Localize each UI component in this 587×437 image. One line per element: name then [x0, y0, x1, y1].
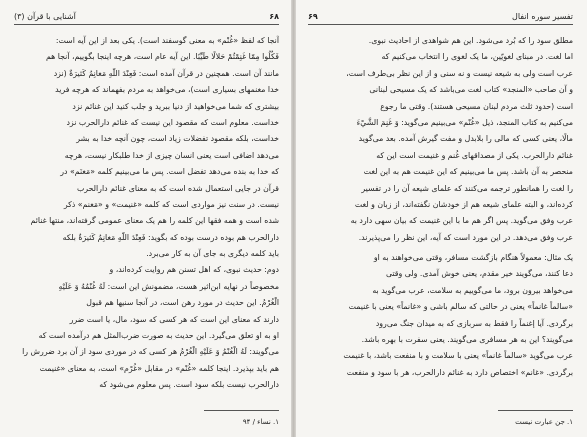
text-line: مخصوصاً در نهایه ابن‌اثیر هست، مضمونش این است: لَهُ غُنْمُهُ وَ عَلَيْهِ: [58, 281, 279, 291]
left-page-header: [14, 10, 279, 25]
text-line: عرب می‌گوید «سالماً غانماً» یعنی با سلامت و با منفعت باشد، با غنیمت: [343, 351, 573, 361]
left-page-footnote: ۱. نساء / ۹۴: [242, 418, 279, 426]
text-line: بیشتری که شما می‌خواهید از دنیا ببرید و جلب کنید این غنائم نزد: [72, 101, 279, 111]
footnote-divider: [498, 410, 573, 411]
text-line: هم باید بپذیرد. اینجا کلمه «غُنْم» در مقابل «غُرْم» است، به معنای «غنیمت: [39, 363, 279, 373]
text-line: که خدا به بنده می‌دهد تفضل است. پس ما می‌بینیم کلمه «مَغنَم» در: [60, 167, 279, 177]
text-line: است (حدود ثلث مردم لبنان مسیحی هستند). وقتی ما رجوع: [380, 101, 573, 111]
text-line: عرب وفق می‌گوید. پس اگر هم ما با این غنیمت که بیان سهی دارد به: [350, 216, 573, 226]
right-page-paragraph-1: [308, 33, 573, 246]
text-line: می‌دهد اضافی است یعنی انسان چیزی از خدا طلبکار نیست، هرچه: [64, 150, 279, 160]
left-page-paragraph-2: [14, 262, 279, 393]
right-page-body: [308, 33, 573, 381]
text-line: برگردی. آیا إغنماً را فقط به سربازی که به میدان جنگ می‌رود: [375, 318, 573, 328]
text-line: می‌گویند؟ این به هر مسافری می‌گویند. یعنی سفرت با بهره باشد.: [361, 335, 573, 345]
right-page-number: ۶۹: [308, 12, 318, 21]
text-line: کرده‌اند، و البته علمای شیعه هم از خودشان نگفته‌اند، از زبان و لغت: [354, 199, 573, 209]
text-line: دعا کنند، می‌گویند خیر مقدم، یعنی خوش آمدی. ولی وقتی: [385, 269, 573, 279]
left-page-header-title: آشنایی با قرآن (۳): [14, 12, 76, 21]
text-line: مالًا، یعنی کسی که مالی را بلابدل و مفت گیرش آمده. بعد می‌گوید: [358, 134, 573, 144]
text-line: دارالحرب نیست بلکه سود است. پس معلوم می‌شود که: [99, 380, 279, 390]
text-line: نیست. در سنت نیز مواردی است که کلمه «غنیمت» و «مَغنم» ذکر: [63, 199, 279, 209]
text-line: خدا مغنمهای بسیاری است)، می‌خواهد به مردم بفهماند که هرچه فرید: [55, 85, 279, 95]
text-line: مطلق سود را که بُرد می‌شود. این هم شواهدی از احادیث نبوی.: [368, 36, 573, 45]
left-page-number: ۶۸: [269, 12, 279, 21]
left-page-body: [14, 33, 279, 394]
text-line: خداست، بلکه مقصود تفضلات زیاد است، چون آنچه خدا به بشر: [76, 134, 279, 144]
text-line: مانند آن است. همچنین در قرآن آمده است: فَعِنْدَ اللّهِ مَغانِمُ كَثيرَةٌ (نزد: [53, 68, 279, 78]
right-page-paragraph-2: [308, 250, 573, 381]
left-page-paragraph-1: [14, 33, 279, 262]
text-line: می‌کنیم به کتاب المنجد، ذیل «غُنْم» می‌بینیم می‌گوید: وَ غَنِمَ الشَّيْءَ: [356, 117, 573, 127]
text-line: برگردی. «غانم» اختصاص دارد به غنائم دارالحرب، هر با سود و منفعت: [346, 367, 573, 377]
text-line: شده است و همه فقها این کلمه را هم یک معنای عمومی گرفته‌اند، منتها غنائم: [30, 216, 279, 226]
right-page-footnote: ۱. جن عبارت نیست: [515, 418, 573, 426]
text-line: عرب است ولی به شیعه نیست و نه سنی و از این نظر بی‌طرف است،: [346, 68, 573, 78]
right-page-header-title: تفسیر سوره انفال: [512, 12, 573, 21]
text-line: غنائم دارالحرب. یکی از مصداقهای غُنم و غنیمت است این که: [376, 150, 573, 160]
text-line: «سالماً غانماً» یعنی در حالتی که سالم باشی و «غانماً» یعنی با غنیمت: [348, 302, 573, 312]
text-line: او به او تعلق می‌گیرد. این حدیث به صورت ضرب‌المثل هم درآمده است که: [38, 331, 279, 341]
text-line: می‌گویند: لَهُ الْغُنْمُ وَ عَلَيْهِ الْغُرْمُ هر کسی که در موردی سود از آن برد ضررش را: [22, 347, 279, 357]
text-line: آنجا که لفظ «غُنْم» به معنی گوسفند است). یکی بعد از این آیه است:: [55, 36, 279, 45]
text-line: خداست. معلوم است که مقصود این نیست که غنائم دارالحرب نزد: [66, 117, 279, 127]
text-line: می‌خواهد بیرون برود، ما می‌گوییم به سلامت، عرب می‌گوید به: [372, 285, 573, 295]
footnote-divider: [204, 410, 279, 411]
text-line: الْغُرْمُ. این حدیث در مورد رهن است، در آنجا سنیها هم قبول: [86, 298, 279, 308]
text-line: منحصر به آن باشد. پس ما می‌بینیم که این غنیمت هم به این لغت: [363, 167, 573, 177]
text-line: باید کلمه دیگری به جای آن به کار می‌برد.: [146, 249, 279, 259]
text-line: را لغت را همانطور ترجمه می‌کنند که علمای شیعه آن را در تفسیر: [361, 183, 573, 193]
text-line: عرب وفق می‌دهد. در این مورد است که آیه، این نظر را می‌پذیرند.: [358, 232, 573, 242]
text-line: اما لغت. در مبنای لغویّین، ما یک لغوی را انتخاب می‌کنیم که: [381, 52, 573, 62]
right-page-header: [308, 10, 573, 25]
text-line: فَكُلُوا مِمّا غَنِمْتُمْ حَلالًا طَيِّبًا. این آیه عام است، هرچه اینجا بگوییم، آنجا هم: [45, 52, 279, 62]
right-page: [296, 0, 587, 437]
text-line: قرآن در جایی استعمال شده است که به معنای غنائم دارالحرب: [76, 183, 279, 193]
text-line: دارند که معنای این است که هر کسی که سود، مال، یا است ضرر: [69, 314, 279, 324]
text-line: یک مثال: معمولاً هنگام بازگشت مسافر، وقتی می‌خواهند به او: [373, 253, 573, 263]
text-line: دوم: حدیث نبوی، که اهل تسنن هم روایت کرده‌اند، و: [109, 265, 279, 275]
text-line: و آن صاحب «المنجد» کتاب لغت می‌باشد که یک مسیحی لبنانی: [369, 85, 573, 95]
text-line: دارالحرب هم بوده درست بوده که بگوید: فَعِنْدَ اللّهِ مَغانِمُ كَثيرَةٌ بلکه: [62, 232, 279, 242]
left-page: [0, 0, 291, 437]
